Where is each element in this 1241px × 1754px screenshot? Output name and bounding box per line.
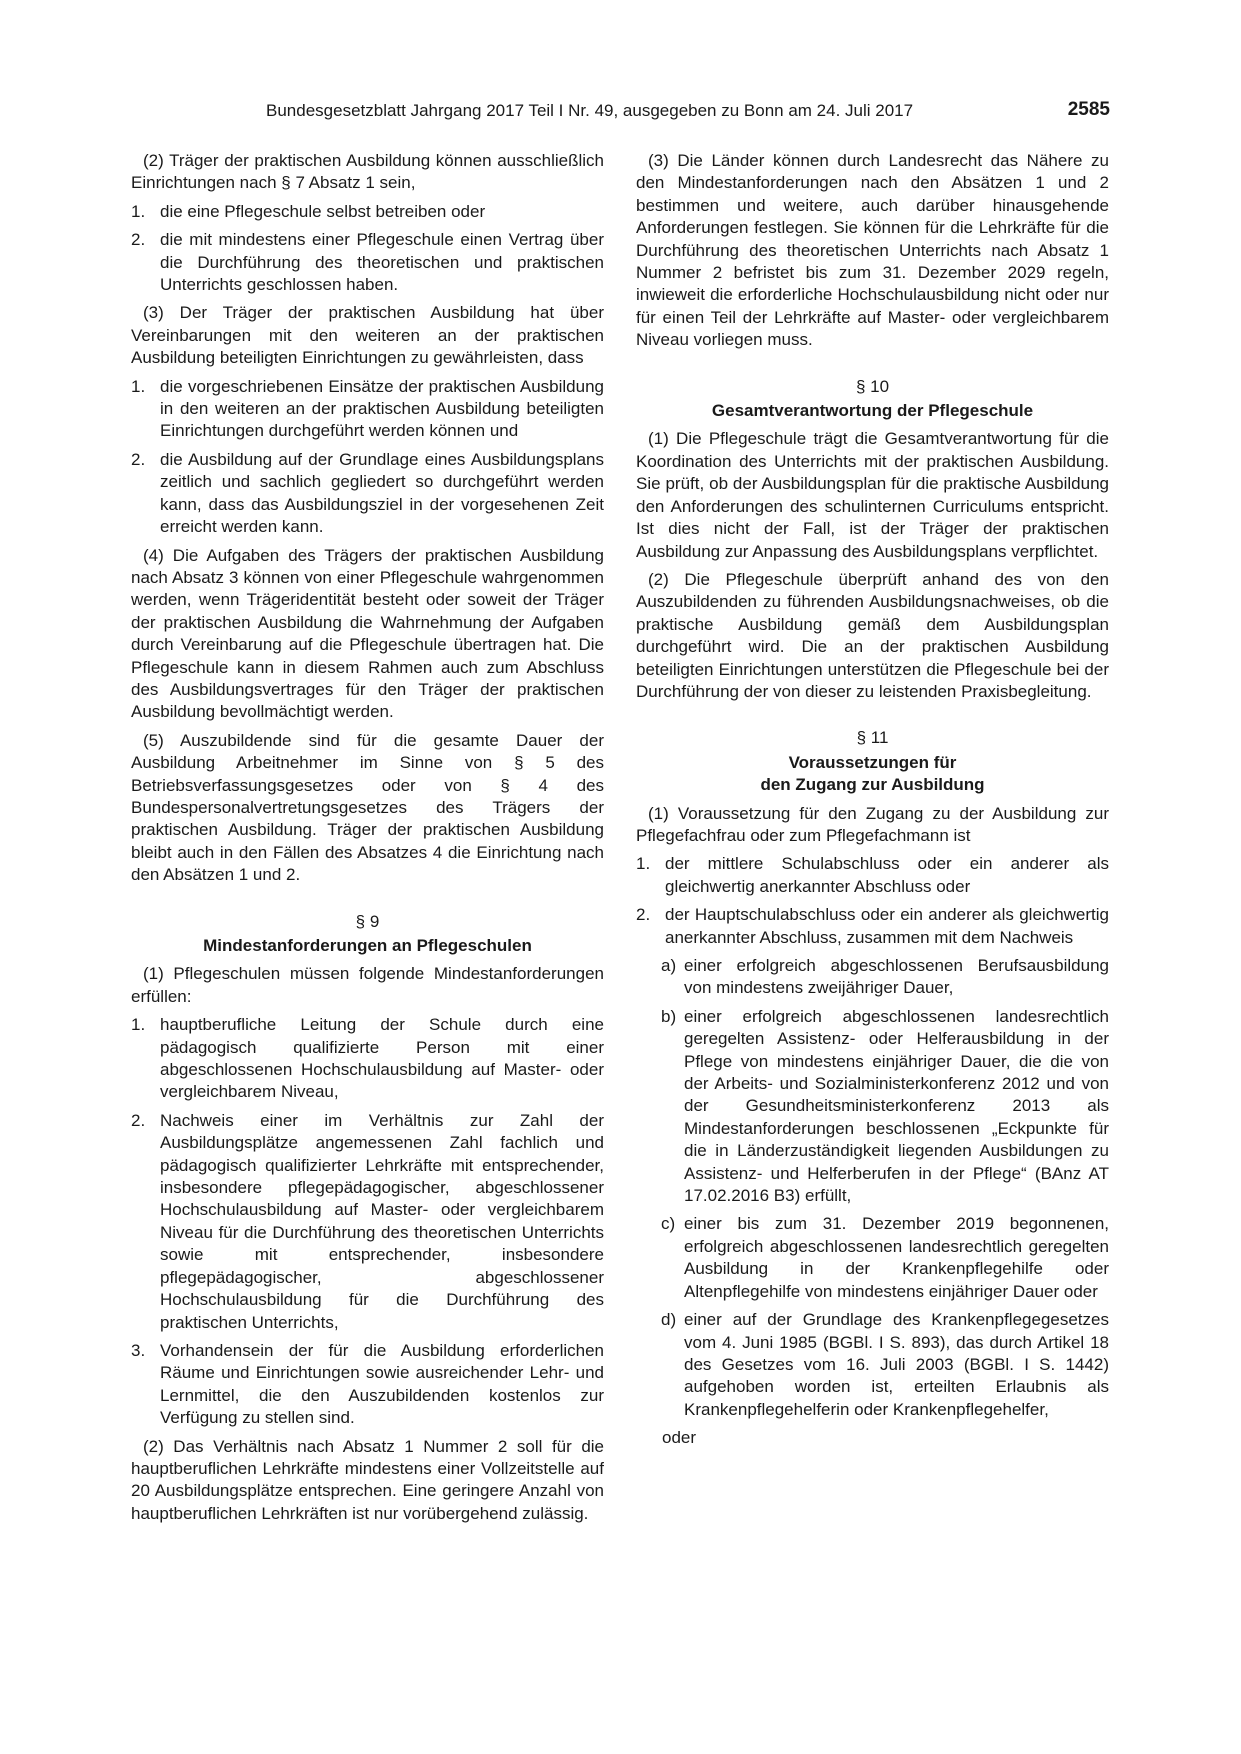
list-marker: 1. [636,854,651,874]
paragraph-8-3: (3) Der Träger der praktischen Ausbildung hat über Vereinbarungen mit den weiteren an der praktischen Ausbildung beteiligten Einrichtungen zu gewährleisten, dass [131,303,604,368]
sublist-marker: d) [661,1310,677,1330]
sublist-11-1-2 [636,955,1109,1421]
section-title-11 [636,752,1109,797]
section-number-11: § 11 [856,728,889,748]
paragraph-11-1: (1) Voraussetzung für den Zugang zu der Ausbildung zur Pflegefachfrau oder zum Pflegefachmann ist [636,803,1109,845]
section-number-10: § 10 [855,376,890,396]
list-item [131,1340,604,1430]
list-8-3 [131,376,604,539]
header-citation: Bundesgesetzblatt Jahrgang 2017 Teil I Nr. 49, ausgegeben zu Bonn am 24. Juli 2017 [266,101,914,120]
section-title-9: Mindestanforderungen an Pflegeschulen [203,936,532,955]
paragraph-9-3: (3) Die Länder können durch Landesrecht das Nähere zu den Mindestanforderungen nach den Absätzen 1 und 2 bestimmen und weitere, auch darüber hinausgehende Anforderungen festlegen. Sie können für die Lehrkräfte für die Durchführung des theoretischen Unterrichts nach Absatz 1 Nummer 2 befristet bis zum 31. Dezember 2029 regeln, inwieweit die erforderliche Hochschulausbildung nicht oder nur für einen Teil der Lehrkräfte auf Master- oder vergleichbarem Niveau vorliegen muss. [636,151,1109,350]
list-11-1 [636,853,1109,949]
sublist-item [636,1006,1109,1208]
list-item-text: die mit mindestens einer Pflegeschule einen Vertrag über die Durchführung des theoretischen und praktischen Unterrichts geschlossen haben. [160,230,604,295]
section-title-11-line2: den Zugang zur Ausbildung [760,775,985,795]
page-header [130,99,1110,127]
section-number-9: § 9 [355,911,380,931]
paragraph-8-2: (2) Träger der praktischen Ausbildung können ausschließlich Einrichtungen nach § 7 Absatz 1 sein, [131,151,604,193]
list-item-text: Nachweis einer im Verhältnis zur Zahl der Ausbildungsplätze angemessenen Zahl fachlich und pädagogisch qualifizierter Lehrkräfte mit entsprechender, insbesondere pflegepädagogischer, abgeschlossener Hochschulausbildung auf Master- oder vergleichbarem Niveau für die Durchführung des theoretischen Unterrichts sowie mit entsprechender, insbesondere pflegepädagogischer, abgeschlossener Hochschulausbildung für die Durchführung des praktischen Unterrichts, [160,1110,604,1332]
list-marker: 1. [131,1015,146,1035]
list-item [636,853,1109,898]
page-number: 2585 [1067,99,1110,120]
sublist-item-text: einer bis zum 31. Dezember 2019 begonnenen, erfolgreich abgeschlossenen landesrechtlich geregelten Ausbildung in der Krankenpflegehilfe oder Altenpflegehilfe von mindestens einjähriger Dauer oder [684,1214,1109,1301]
list-item-text: hauptberufliche Leitung der Schule durch eine pädagogisch qualifizierte Person mit einer abgeschlossenen Hochschulausbildung auf Master- oder vergleichbarem Niveau, [160,1015,604,1102]
sublist-item-text: einer auf der Grundlage des Krankenpflegegesetzes vom 4. Juni 1985 (BGBl. I S. 893), das durch Artikel 18 des Gesetzes vom 16. Juli 2003 (BGBl. I S. 1442) aufgehoben worden ist, erteilten Erlaubnis als Krankenpflegehelferin oder Krankenpflegehelfer, [684,1310,1109,1419]
list-item-text: der Hauptschulabschluss oder ein anderer als gleichwertig anerkannter Abschluss, zusammen mit dem Nachweis [665,905,1109,947]
list-item [636,904,1109,949]
list-item-text: die Ausbildung auf der Grundlage eines Ausbildungsplans zeitlich und sachlich gegliedert so durchgeführt werden kann, dass das Ausbildungsziel in der vorgesehenen Zeit erreicht werden kann. [160,449,604,537]
list-item [131,1014,604,1104]
paragraph-8-4: (4) Die Aufgaben des Trägers der praktischen Ausbildung nach Absatz 3 können von einer Pflegeschule wahrgenommen werden, wenn Trägeridentität besteht oder soweit der Träger der praktischen Ausbildung die Wahrnehmung der Aufgaben durch Vereinbarung auf die Pflegeschule übertragen hat. Die Pflegeschule kann in diesem Rahmen auch zum Abschluss des Ausbildungsvertrages für den Träger der praktischen Ausbildung bevollmächtigt werden. [131,545,604,722]
sublist-item [636,1213,1109,1303]
list-item-text: die eine Pflegeschule selbst betreiben oder [160,201,486,221]
list-marker: 2. [131,1110,146,1130]
list-item-text: der mittlere Schulabschluss oder ein anderer als gleichwertig anerkannter Abschluss oder [665,854,1109,896]
list-item [131,449,604,539]
right-column [636,150,1109,1450]
list-item [131,1110,604,1334]
sublist-item [636,1309,1109,1421]
paragraph-9-1: (1) Pflegeschulen müssen folgende Mindestanforderungen erfüllen: [131,964,604,1006]
paragraph-10-2: (2) Die Pflegeschule überprüft anhand des von den Auszubildenden zu führenden Ausbildungsnachweises, ob die praktische Ausbildung gemäß dem Ausbildungsplan durchgeführt wird. Die an der praktischen Ausbildung beteiligten Einrichtungen unterstützen die Pflegeschule bei der Durchführung der von dieser zu leistenden Praxisbegleitung. [636,569,1109,701]
list-item-text: Vorhandensein der für die Ausbildung erforderlichen Räume und Einrichtungen sowie ausreichender Lehr- und Lernmittel, die den Auszubildenden kostenlos zur Verfügung zu stellen sind. [160,1340,604,1428]
paragraph-9-2: (2) Das Verhältnis nach Absatz 1 Nummer 2 soll für die hauptberuflichen Lehrkräfte mindestens einer Vollzeitstelle auf 20 Ausbildungsplätze entsprechen. Eine geringere Anzahl von hauptberuflichen Lehrkräften ist nur vorübergehend zulässig. [131,1436,604,1523]
list-marker: 2. [131,230,146,250]
sublist-item [636,955,1109,1000]
sublist-marker: a) [661,956,677,975]
sublist-marker: b) [661,1006,677,1026]
list-marker: 1. [131,201,146,221]
list-marker: 2. [636,905,651,925]
list-item [131,229,604,296]
list-9-1 [131,1014,604,1429]
list-item [131,201,604,223]
list-8-2 [131,201,604,297]
list-marker: 2. [131,449,146,469]
section-title-10: Gesamtverantwortung der Pflegeschule [711,401,1034,421]
left-column [131,150,604,1531]
list-item [131,376,604,443]
sublist-item-text: einer erfolgreich abgeschlossenen Berufsausbildung von mindestens zweijähriger Dauer, [684,956,1109,998]
sublist-marker: c) [661,1214,676,1234]
sublist-item-text: einer erfolgreich abgeschlossenen landesrechtlich geregelten Assistenz- oder Helferausbildung in der Pflege von mindestens einjähriger Dauer, die die von der Arbeits- und Sozialministerkonferenz 2012 und von der Gesundheitsministerkonferenz 2013 als Mindestanforderungen beschlossenen „Eckpunkte für die in Länderzuständigkeit liegenden Ausbildungen zu Assistenz- und Helferberufen in der Pflege“ (BAnz AT 17.02.2016 B3) erfüllt, [684,1006,1109,1206]
list-marker: 3. [131,1340,146,1360]
paragraph-8-5: (5) Auszubildende sind für die gesamte Dauer der Ausbildung Arbeitnehmer im Sinne von § 5 des Betriebsverfassungsgesetzes oder von § 4 des Bundespersonalvertretungsgesetzes des Trägers der praktischen Ausbildung. Träger der praktischen Ausbildung bleibt auch in den Fällen des Absatzes 4 die Einrichtung nach den Absätzen 1 und 2. [131,730,604,885]
list-marker: 1. [131,376,146,396]
conjunction-oder: oder [662,1428,697,1448]
list-item-text: die vorgeschriebenen Einsätze der praktischen Ausbildung in den weiteren an der praktischen Ausbildung beteiligten Einrichtungen durchgeführt werden können und [160,376,604,441]
paragraph-10-1: (1) Die Pflegeschule trägt die Gesamtverantwortung für die Koordination des Unterrichts mit der praktischen Ausbildung. Sie prüft, ob der Ausbildungsplan für die praktische Ausbildung den Anforderungen des schulinternen Curriculums entspricht. Ist dies nicht der Fall, ist der Träger der praktischen Ausbildung zur Anpassung des Ausbildungsplans verpflichtet. [636,429,1109,561]
section-title-11-line1: Voraussetzungen für [788,752,957,772]
